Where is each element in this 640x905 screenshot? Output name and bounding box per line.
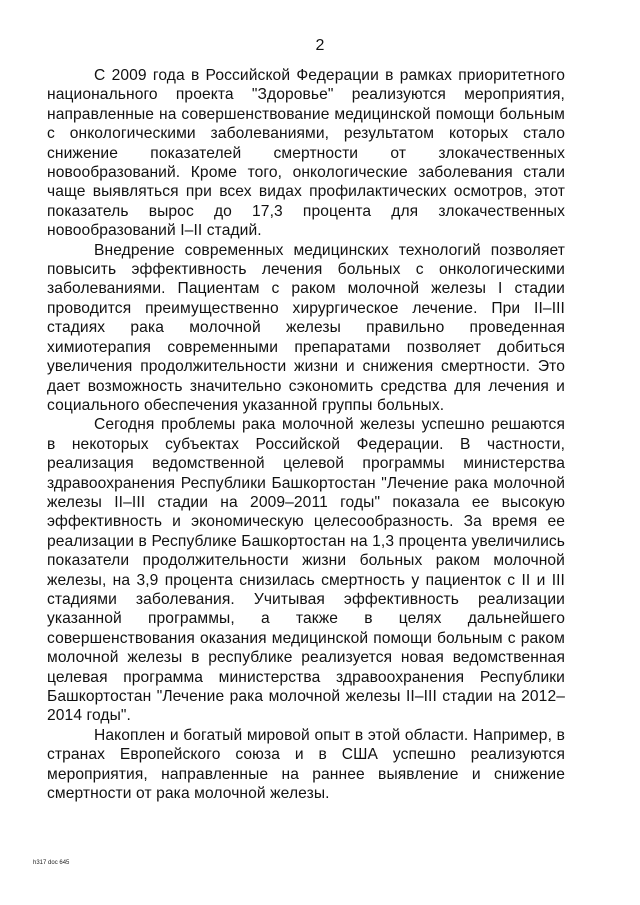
- document-footer-code: h317 doc 645: [33, 860, 70, 866]
- paragraph-3: Сегодня проблемы рака молочной железы успешно решаются в некоторых субъектах Российской Федерации. В частности, реализация ведомственной целевой программы министерства здравоохранения Республики Башкортостан "Лечение рака молочной железы II–III стадии на 2009–2011 годы" показала ее высокую эффективность и экономическую целесообразность. За время ее реализации в Республике Башкортостан на 1,3 процента увеличились показатели продолжительности жизни больных раком молочной железы, на 3,9 процента снизилась смертность у пациенток с II и III стадиями заболевания. Учитывая эффективность реализации указанной программы, а также в целях дальнейшего совершенствования оказания медицинской помощи больным с раком молочной железы в республике реализуется новая ведомственная целевая программа министерства здравоохранения Республики Башкортостан "Лечение рака молочной железы II–III стадии на 2012–2014 годы".: [47, 416, 565, 725]
- page-number: 2: [315, 37, 325, 54]
- paragraph-2: Внедрение современных медицинских технологий позволяет повысить эффективность лечения больных с онкологическими заболеваниями. Пациентам с раком молочной железы I стадии проводится преимущественно хирургическое лечение. При II–III стадиях рака молочной железы правильно проведенная химиотерапия современными препаратами позволяет добиться увеличения продолжительности жизни и снижения смертности. Это дает возможность значительно сэкономить средства для лечения и социального обеспечения указанной группы больных.: [47, 241, 565, 414]
- document-body: [47, 66, 565, 803]
- paragraph-4: Накоплен и богатый мировой опыт в этой области. Например, в странах Европейского союза и в США успешно реализуются мероприятия, направленные на раннее выявление и снижение смертности от рака молочной железы.: [47, 726, 565, 803]
- paragraph-1: С 2009 года в Российской Федерации в рамках приоритетного национального проекта "Здоровье" реализуются мероприятия, направленные на совершенствование медицинской помощи больным с онкологическими заболеваниями, результатом которых стало снижение показателей смертности от злокачественных новообразований. Кроме того, онкологические заболевания стали чаще выявляться при всех видах профилактических осмотров, этот показатель вырос до 17,3 процента для злокачественных новообразований I–II стадий.: [47, 67, 565, 240]
